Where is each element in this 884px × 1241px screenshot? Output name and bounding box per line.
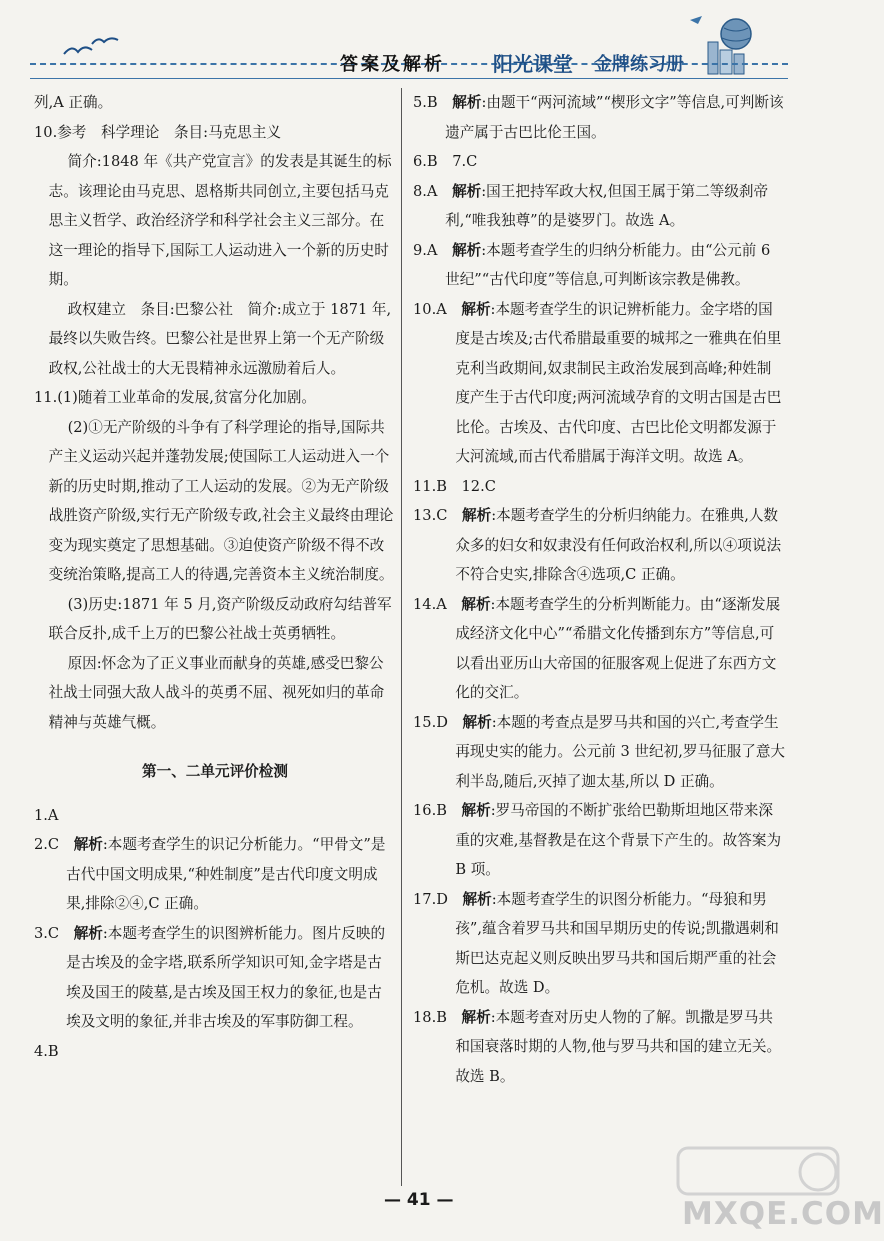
answer-item [413,177,785,236]
answer-item [413,885,785,1003]
answer-item [413,796,785,885]
header-rule [30,78,788,79]
answer-text: 11.(1)随着工业革命的发展,贫富分化加剧。 [34,389,317,406]
answer-text: 简介:1848 年《共产党宣言》的发表是其诞生的标志。该理论由马克思、恩格斯共同创立,主要包括马克思主义哲学、政治经济学和科学社会主义三部分。在这一理论的指导下,国际工人运动进入一个新的历史时期。 [48,153,392,288]
page-header [0,0,850,92]
answer-text: :本题的考查点是罗马共和国的兴亡,考查学生再现史实的能力。公元前 3 世纪初,罗马征服了意大利半岛,随后,灭掉了迦太基,所以 D 正确。 [455,713,786,790]
answer-number: 3.C [34,924,74,942]
section-title: 第一、二单元评价检测 [142,763,288,780]
analysis-keyword: 解析 [461,595,491,613]
answer-item [34,919,396,1037]
analysis-keyword: 解析 [452,241,482,259]
answer-number: 17.D [413,890,463,908]
answer-text: :本题考查对历史人物的了解。凯撒是罗马共和国衰落时期的人物,他与罗马共和国的建立无关。故选 B。 [455,1008,782,1085]
answer-item [413,295,785,472]
watermark-text: MXQE.COM [682,1196,884,1232]
analysis-keyword: 解析 [73,924,103,942]
header-brand-secondary: 金牌练习册 [594,54,684,75]
answer-text: (3)历史:1871 年 5 月,资产阶级反动政府勾结普军联合反扑,成千上万的巴黎公社战士英勇牺牲。 [48,595,392,642]
answer-number: 10.A [413,300,462,318]
answer-text: :罗马帝国的不断扩张给巴勒斯坦地区带来深重的灾难,基督教是在这个背景下产生的。故答案为 B 项。 [455,802,782,878]
answer-text: 6.B 7.C [413,153,478,170]
answer-item [413,1003,785,1092]
answer-text: (2)①无产阶级的斗争有了科学理论的指导,国际共产主义运动兴起并蓬勃发展;使国际工人运动进入一个新的历史时期,推动了工人运动的发展。②为无产阶级战胜资产阶级,实行无产阶级专政,社会主义最终由理论变为现实奠定了思想基础。③迫使资产阶级不得不改变统治策略,提高工人的待遇,完善资本主义统治制度。 [48,418,394,583]
answer-text: :本题考查学生的归纳分析能力。由“公元前 6 世纪”“古代印度”等信息,可判断该宗教是佛教。 [445,241,771,288]
left-column [34,88,396,1066]
answer-number: 8.A [413,182,453,200]
answer-text: :本题考查学生的识记辨析能力。金字塔的国度是古埃及;古代希腊最重要的城邦之一雅典在伯里克利当政期间,奴隶制民主政治发展到高峰;种姓制度产生于古代印度;两河流域孕育的文明古国是古巴比伦。古埃及、古代印度、古巴比伦文明都发源于大河流域,而古代希腊属于海洋文明。故选 A。 [455,300,782,465]
answer-text: 列,A 正确。 [34,94,113,111]
answer-text: :本题考查学生的识图辨析能力。图片反映的是古埃及的金字塔,联系所学知识可知,金字塔是古埃及国王的陵墓,是古埃及国王权力的象征,也是古埃及文明的象征,并非古埃及的军事防御工程。 [66,924,386,1030]
answer-text: :本题考查学生的分析判断能力。由“逐渐发展成经济文化中心”“希腊文化传播到东方”等信息,可以看出亚历山大帝国的征服客观上促进了东西方文化的交汇。 [455,595,781,701]
globe-decoration-icon [688,8,768,82]
header-brand: 阳光课堂 [493,52,573,76]
analysis-keyword: 解析 [462,713,492,731]
answer-item [413,708,785,797]
analysis-keyword: 解析 [452,182,482,200]
answer-text: :本题考查学生的识记分析能力。“甲骨文”是古代中国文明成果,“种姓制度”是古代印度文明成果,排除②④,C 正确。 [66,836,386,912]
answer-number: 5.B [413,94,453,111]
answer-text: 4.B [34,1042,59,1060]
answer-text: :本题考查学生的识图分析能力。“母狼和男孩”,蕴含着罗马共和国早期历史的传说;凯撒遇刺和斯巴达克起义则反映出罗马共和国后期严重的社会危机。故选 D。 [455,890,779,996]
answer-number: 14.A [413,595,462,613]
analysis-keyword: 解析 [73,836,103,853]
answer-item [413,88,785,147]
answer-number: 15.D [413,713,463,731]
answer-text: 原因:怀念为了正义事业而献身的英雄,感受巴黎公社战士同强大敌人战斗的英勇不屈、视死如归的革命精神与英雄气概。 [48,654,385,731]
column-divider [401,88,402,1186]
right-column [413,88,785,1091]
answer-text: 政权建立 条目:巴黎公社 简介:成立于 1871 年,最终以失败告终。巴黎公社是世界上第一个无产阶级政权,公社战士的大无畏精神永远激励着后人。 [48,300,392,377]
answer-text: 11.B 12.C [413,477,496,495]
answer-text: :国王把持军政大权,但国王属于第二等级刹帝利,“唯我独尊”的是婆罗门。故选 A。 [445,182,769,229]
answer-item [413,236,785,295]
answer-number: 2.C [34,836,74,853]
header-title: 答案及解析 [340,54,445,75]
answer-number: 16.B [413,802,462,819]
answer-text: 10.参考 科学理论 条目:马克思主义 [34,123,282,141]
page-number: — 41 — [384,1190,454,1210]
birds-icon [62,34,122,64]
analysis-keyword: 解析 [461,507,492,524]
analysis-keyword: 解析 [452,94,482,111]
analysis-keyword: 解析 [462,890,492,908]
answer-text: 1.A [34,806,59,824]
answer-text: :本题考查学生的分析归纳能力。在雅典,人数众多的妇女和奴隶没有任何政治权利,所以④项说法不符合史实,排除含④选项,C 正确。 [455,507,782,583]
answer-item [413,501,785,590]
answer-item [34,830,396,919]
analysis-keyword: 解析 [461,802,491,819]
answer-number: 18.B [413,1008,462,1026]
answer-item [413,590,785,708]
answer-number: 9.A [413,241,453,259]
answer-text: :由题干“两河流域”“楔形文字”等信息,可判断该遗产属于古巴比伦王国。 [445,94,784,141]
analysis-keyword: 解析 [461,300,491,318]
analysis-keyword: 解析 [461,1008,491,1026]
answer-number: 13.C [413,507,462,524]
